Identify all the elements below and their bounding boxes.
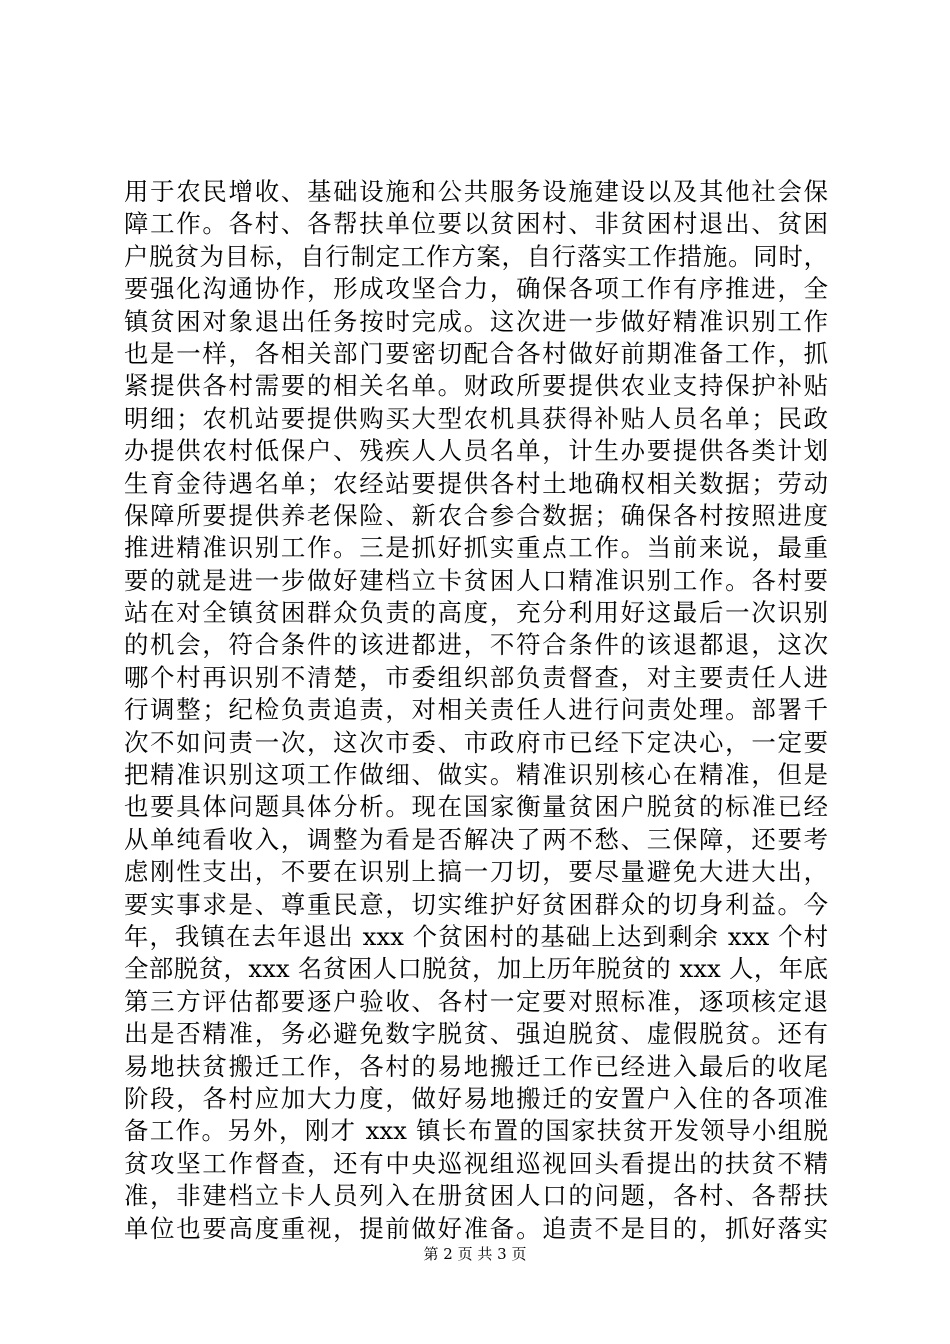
- text-line: 贫攻坚工作督查，还有中央巡视组巡视回头看提出的扶贫不精: [124, 1148, 828, 1178]
- text-line: 准，非建档立卡人员列入在册贫困人口的问题，各村、各帮扶: [124, 1181, 828, 1211]
- text-line: 从单纯看收入，调整为看是否解决了两不愁、三保障，还要考: [124, 824, 828, 854]
- text-line: 站在对全镇贫困群众负责的高度，充分利用好这最后一次识别: [124, 598, 828, 628]
- text-line: 户脱贫为目标，自行制定工作方案，自行落实工作措施。同时，: [124, 241, 828, 271]
- text-line: 第三方评估都要逐户验收、各村一定要对照标准，逐项核定退: [124, 986, 828, 1016]
- text-line: 办提供农村低保户、残疾人人员名单，计生办要提供各类计划: [124, 436, 828, 466]
- text-line: 把精准识别这项工作做细、做实。精准识别核心在精准，但是: [124, 760, 828, 790]
- text-line: 推进精准识别工作。三是抓好抓实重点工作。当前来说，最重: [124, 533, 828, 563]
- text-line: 保障所要提供养老保险、新农合参合数据；确保各村按照进度: [124, 500, 828, 530]
- text-line: 镇贫困对象退出任务按时完成。这次进一步做好精准识别工作: [124, 306, 828, 336]
- text-line: 哪个村再识别不清楚，市委组织部负责督查，对主要责任人进: [124, 662, 828, 692]
- text-line: 也是一样，各相关部门要密切配合各村做好前期准备工作，抓: [124, 338, 828, 368]
- text-line: 生育金待遇名单；农经站要提供各村土地确权相关数据；劳动: [124, 468, 828, 498]
- text-line: 易地扶贫搬迁工作，各村的易地搬迁工作已经进入最后的收尾: [124, 1051, 828, 1081]
- text-line: 也要具体问题具体分析。现在国家衡量贫困户脱贫的标准已经: [124, 792, 828, 822]
- text-line: 全部脱贫，xxx 名贫困人口脱贫，加上历年脱贫的 xxx 人，年底: [124, 954, 828, 984]
- text-line: 要强化沟通协作，形成攻坚合力，确保各项工作有序推进，全: [124, 274, 828, 304]
- text-line: 备工作。另外，刚才 xxx 镇长布置的国家扶贫开发领导小组脱: [124, 1116, 828, 1146]
- text-line: 虑刚性支出，不要在识别上搞一刀切，要尽量避免大进大出，: [124, 857, 828, 887]
- text-line: 年，我镇在去年退出 xxx 个贫困村的基础上达到剩余 xxx 个村: [124, 921, 828, 951]
- text-line: 要的就是进一步做好建档立卡贫困人口精准识别工作。各村要: [124, 565, 828, 595]
- text-line: 用于农民增收、基础设施和公共服务设施建设以及其他社会保: [124, 177, 828, 206]
- text-line: 行调整；纪检负责追责，对相关责任人进行问责处理。部署千: [124, 695, 828, 725]
- text-line: 次不如问责一次，这次市委、市政府市已经下定决心，一定要: [124, 727, 828, 757]
- text-line: 明细；农机站要提供购买大型农机具获得补贴人员名单；民政: [124, 403, 828, 433]
- body-text: [124, 176, 828, 1245]
- text-line: 紧提供各村需要的相关名单。财政所要提供农业支持保护补贴: [124, 371, 828, 401]
- text-line: 要实事求是、尊重民意，切实维护好贫困群众的切身利益。今: [124, 889, 828, 919]
- text-line: 障工作。各村、各帮扶单位要以贫困村、非贫困村退出、贫困: [124, 209, 828, 239]
- text-line: 出是否精准，务必避免数字脱贫、强迫脱贫、虚假脱贫。还有: [124, 1019, 828, 1049]
- page-number-footer: 第 2 页 共 3 页: [423, 1245, 527, 1263]
- text-line: 单位也要高度重视，提前做好准备。追责不是目的，抓好落实: [124, 1213, 828, 1243]
- text-line: 阶段，各村应加大力度，做好易地搬迁的安置户入住的各项准: [124, 1083, 828, 1113]
- text-line: 的机会，符合条件的该进都进，不符合条件的该退都退，这次: [124, 630, 828, 660]
